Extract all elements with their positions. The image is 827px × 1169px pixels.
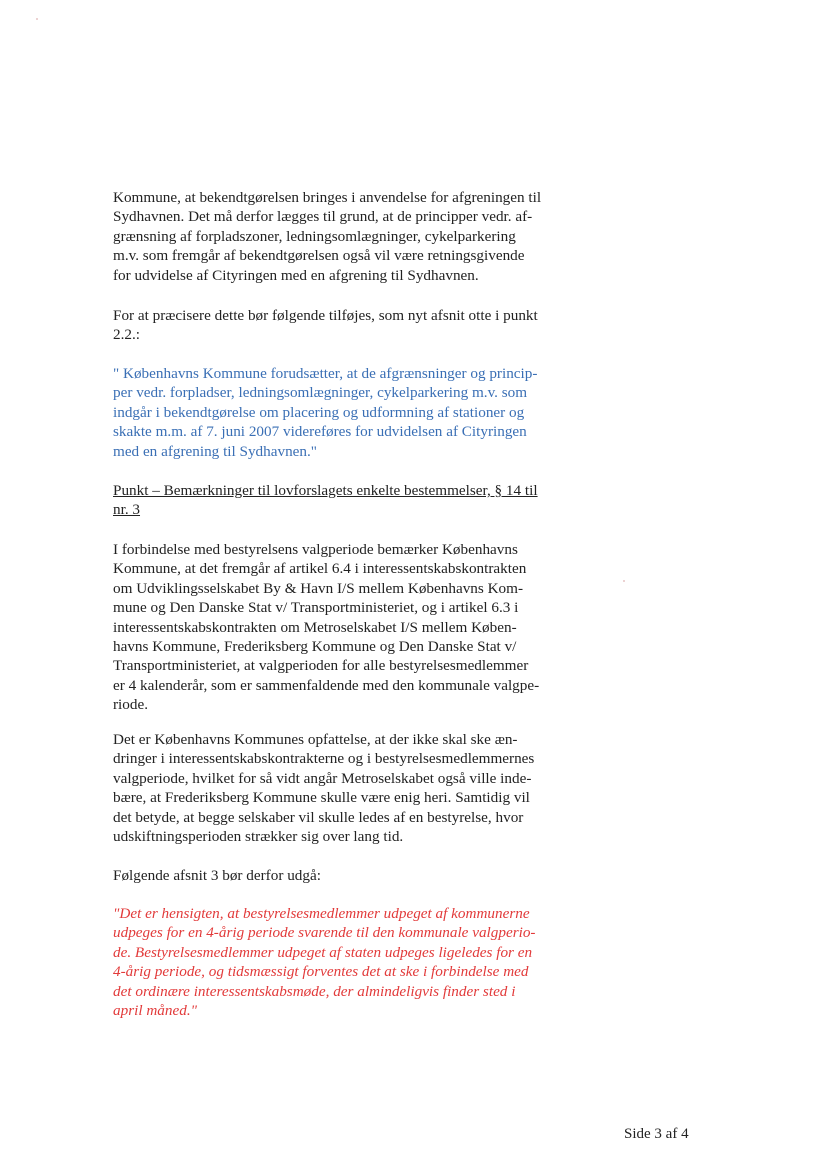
paragraph-bekendtgorelse: [113, 188, 587, 285]
text-line: I forbindelse med bestyrelsens valgperiode bemærker Københavns: [113, 541, 518, 558]
text-line: indgår i bekendtgørelse om placering og udformning af stationer og: [113, 403, 525, 421]
text-line: skakte m.m. af 7. juni 2007 videreføres for udvidelsen af Cityringen: [113, 423, 527, 441]
scan-speck: [36, 18, 38, 20]
text-line: " Københavns Kommune forudsætter, at de afgrænsninger og princip-: [113, 365, 538, 382]
paragraph-valgperiode: [113, 540, 587, 715]
scan-speck: [623, 580, 625, 582]
text-line: er 4 kalenderår, som er sammenfaldende med den kommunale valgpe-: [113, 676, 540, 694]
text-line: Følgende afsnit 3 bør derfor udgå:: [113, 867, 321, 884]
text-line: interessentskabskontrakten om Metroselskabet I/S mellem Køben-: [113, 618, 517, 636]
page-number: Side 3 af 4: [624, 1126, 689, 1142]
text-line: det betyde, at begge selskaber vil skulle ledes af en bestyrelse, hvor: [113, 808, 524, 826]
text-line: m.v. som fremgår af bekendtgørelsen også vil være retningsgivende: [113, 247, 525, 265]
text-line: 2.2.:: [113, 326, 141, 344]
heading-line: Punkt – Bemærkninger til lovforslagets enkelte bestemmelser, § 14 til: [113, 482, 538, 499]
text-line: mune og Den Danske Stat v/ Transportministeriet, og i artikel 6.3 i: [113, 599, 519, 617]
text-line: per vedr. forpladser, ledningsomlægninger, cykelparkering m.v. som: [113, 384, 528, 402]
text-line: april måned.": [113, 1002, 197, 1020]
text-line: Transportministeriet, at valgperioden for alle bestyrelsesmedlemmer: [113, 657, 529, 675]
text-line: udpeges for en 4-årig periode svarende til den kommunale valgperio-: [113, 924, 536, 942]
blue-quote-addition: [113, 364, 587, 461]
red-quote-removal: [113, 904, 587, 1020]
text-line: om Udviklingsselskabet By & Havn I/S mellem Københavns Kom-: [113, 579, 524, 597]
text-line: For at præcisere dette bør følgende tilføjes, som nyt afsnit otte i punkt: [113, 307, 538, 324]
text-line: riode.: [113, 696, 149, 714]
text-line: havns Kommune, Frederiksberg Kommune og Den Danske Stat v/: [113, 638, 517, 656]
text-line: valgperiode, hvilket for så vidt angår Metroselskabet også ville inde-: [113, 769, 532, 787]
text-line: for udvidelse af Cityringen med en afgrening til Sydhavnen.: [113, 266, 479, 284]
text-line: det ordinære interessentskabsmøde, der almindeligvis finder sted i: [113, 982, 516, 1000]
paragraph-afsnit-udga: [113, 866, 587, 885]
text-line: Kommune, at det fremgår af artikel 6.4 i interessentskabskontrakten: [113, 560, 527, 578]
paragraph-praecisere: [113, 306, 587, 345]
text-line: de. Bestyrelsesmedlemmer udpeget af staten udpeges ligeledes for en: [113, 943, 533, 961]
text-line: udskiftningsperioden strækker sig over lang tid.: [113, 828, 404, 846]
section-heading: [113, 481, 587, 520]
text-line: Det er Københavns Kommunes opfattelse, at der ikke skal ske æn-: [113, 731, 518, 748]
text-line: Kommune, at bekendtgørelsen bringes i anvendelse for afgreningen til: [113, 189, 542, 206]
text-line: "Det er hensigten, at bestyrelsesmedlemmer udpeget af kommunerne: [113, 905, 530, 922]
heading-line: nr. 3: [113, 501, 141, 519]
paragraph-opfattelse: [113, 730, 587, 846]
text-line: 4-årig periode, og tidsmæssigt forventes det at ske i forbindelse med: [113, 963, 529, 981]
text-line: med en afgrening til Sydhavnen.": [113, 442, 318, 460]
text-line: Sydhavnen. Det må derfor lægges til grund, at de principper vedr. af-: [113, 208, 533, 226]
text-line: grænsning af forpladszoner, ledningsomlægninger, cykelparkering: [113, 227, 516, 245]
text-line: dringer i interessentskabskontrakterne og i bestyrelsesmedlemmernes: [113, 750, 535, 768]
text-line: bære, at Frederiksberg Kommune skulle være enig heri. Samtidig vil: [113, 789, 530, 807]
